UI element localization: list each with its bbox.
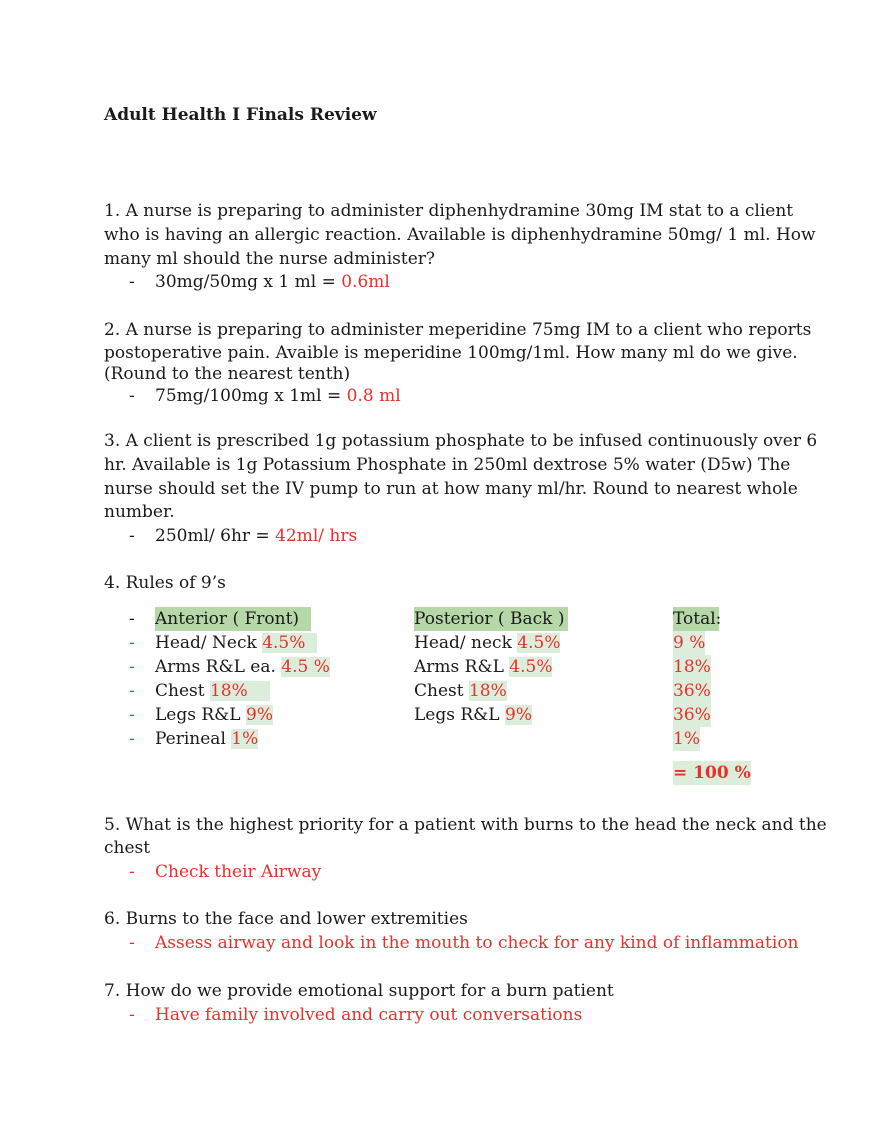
bullet-dash: - xyxy=(129,272,135,292)
anterior-chest xyxy=(155,679,270,703)
page-title: Adult Health I Finals Review xyxy=(104,105,377,125)
bullet-dash: - xyxy=(129,862,135,882)
bullet-dash: - xyxy=(129,1005,135,1025)
bullet-dash: - xyxy=(129,729,135,749)
q7-answer: Have family involved and carry out conversations xyxy=(155,1005,583,1025)
q2-calc: 75mg/100mg x 1ml = xyxy=(155,386,347,406)
q7-line-1: 7. How do we provide emotional support for a burn patient xyxy=(104,981,614,1001)
q2-answer-line xyxy=(155,384,401,408)
posterior-chest xyxy=(414,679,507,703)
anterior-perineal xyxy=(155,727,258,751)
anterior-arms xyxy=(155,655,330,679)
bullet-dash: - xyxy=(129,386,135,406)
q5-line-2: chest xyxy=(104,838,151,858)
anterior-value: 9% xyxy=(246,705,273,725)
q6-answer: Assess airway and look in the mouth to check for any kind of inflammation xyxy=(155,933,799,953)
bullet-dash: - xyxy=(129,526,135,546)
bullet-dash: - xyxy=(129,657,135,677)
q3-line-2: hr. Available is 1g Potassium Phosphate in 250ml dextrose 5% water (D5w) The xyxy=(104,455,791,475)
q6-line-1: 6. Burns to the face and lower extremities xyxy=(104,909,468,929)
anterior-label: Perineal xyxy=(155,729,232,749)
total-header: Total: xyxy=(673,609,722,629)
total-value: 1% xyxy=(673,729,700,749)
bullet-dash: - xyxy=(129,633,135,653)
bullet-dash: - xyxy=(129,681,135,701)
q3-calc: 250ml/ 6hr = xyxy=(155,526,276,546)
q2-line-2: postoperative pain. Avaible is meperidine 100mg/1ml. How many ml do we give. xyxy=(104,343,798,363)
q4-heading: 4. Rules of 9’s xyxy=(104,573,226,593)
anterior-label: Chest xyxy=(155,681,210,701)
bullet-dash: - xyxy=(129,609,135,629)
posterior-label: Legs R&L xyxy=(414,705,505,725)
q3-line-1: 3. A client is prescribed 1g potassium phosphate to be infused continuously over 6 xyxy=(104,431,818,451)
posterior-label: Chest xyxy=(414,681,469,701)
posterior-arms xyxy=(414,655,552,679)
anterior-legs xyxy=(155,703,273,727)
q1-calc: 30mg/50mg x 1 ml = xyxy=(155,272,342,292)
q2-line-3: (Round to the nearest tenth) xyxy=(104,364,351,384)
posterior-value: 4.5% xyxy=(509,657,553,677)
anterior-label: Head/ Neck xyxy=(155,633,263,653)
anterior-value: 18% xyxy=(210,681,270,701)
q1-line-2: who is having an allergic reaction. Available is diphenhydramine 50mg/ 1 ml. How xyxy=(104,225,816,245)
q1-answer-line xyxy=(155,270,390,294)
total-value: 36% xyxy=(673,681,711,701)
posterior-value: 4.5% xyxy=(517,633,561,653)
total-value: 9 % xyxy=(673,633,706,653)
q3-answer: 42ml/ hrs xyxy=(275,526,358,546)
q2-answer: 0.8 ml xyxy=(346,386,401,406)
q3-line-3: nurse should set the IV pump to run at how many ml/hr. Round to nearest whole xyxy=(104,479,798,499)
posterior-legs xyxy=(414,703,532,727)
bullet-dash: - xyxy=(129,705,135,725)
q3-line-4: number. xyxy=(104,502,175,522)
anterior-value: 4.5 % xyxy=(281,657,330,677)
grand-total: = 100 % xyxy=(673,763,751,783)
anterior-label: Legs R&L xyxy=(155,705,246,725)
posterior-value: 18% xyxy=(468,681,507,701)
q1-line-3: many ml should the nurse administer? xyxy=(104,249,436,269)
posterior-header: Posterior ( Back ) xyxy=(414,607,568,631)
posterior-head-neck xyxy=(414,631,560,655)
posterior-label: Head/ neck xyxy=(414,633,518,653)
anterior-label: Arms R&L ea. xyxy=(155,657,282,677)
anterior-value: 4.5% xyxy=(262,633,317,653)
q5-line-1: 5. What is the highest priority for a patient with burns to the head the neck and the xyxy=(104,815,827,835)
anterior-value: 1% xyxy=(231,729,259,749)
q2-line-1: 2. A nurse is preparing to administer meperidine 75mg IM to a client who reports xyxy=(104,320,812,340)
posterior-value: 9% xyxy=(505,705,532,725)
anterior-head-neck xyxy=(155,631,317,655)
total-value: 36% xyxy=(673,705,711,725)
posterior-label: Arms R&L xyxy=(414,657,510,677)
q5-answer: Check their Airway xyxy=(155,862,322,882)
bullet-dash: - xyxy=(129,933,135,953)
total-value: 18% xyxy=(673,657,711,677)
anterior-header: Anterior ( Front) xyxy=(155,607,311,631)
q1-answer: 0.6ml xyxy=(341,272,390,292)
q1-line-1: 1. A nurse is preparing to administer diphenhydramine 30mg IM stat to a client xyxy=(104,201,794,221)
q3-answer-line xyxy=(155,524,357,548)
